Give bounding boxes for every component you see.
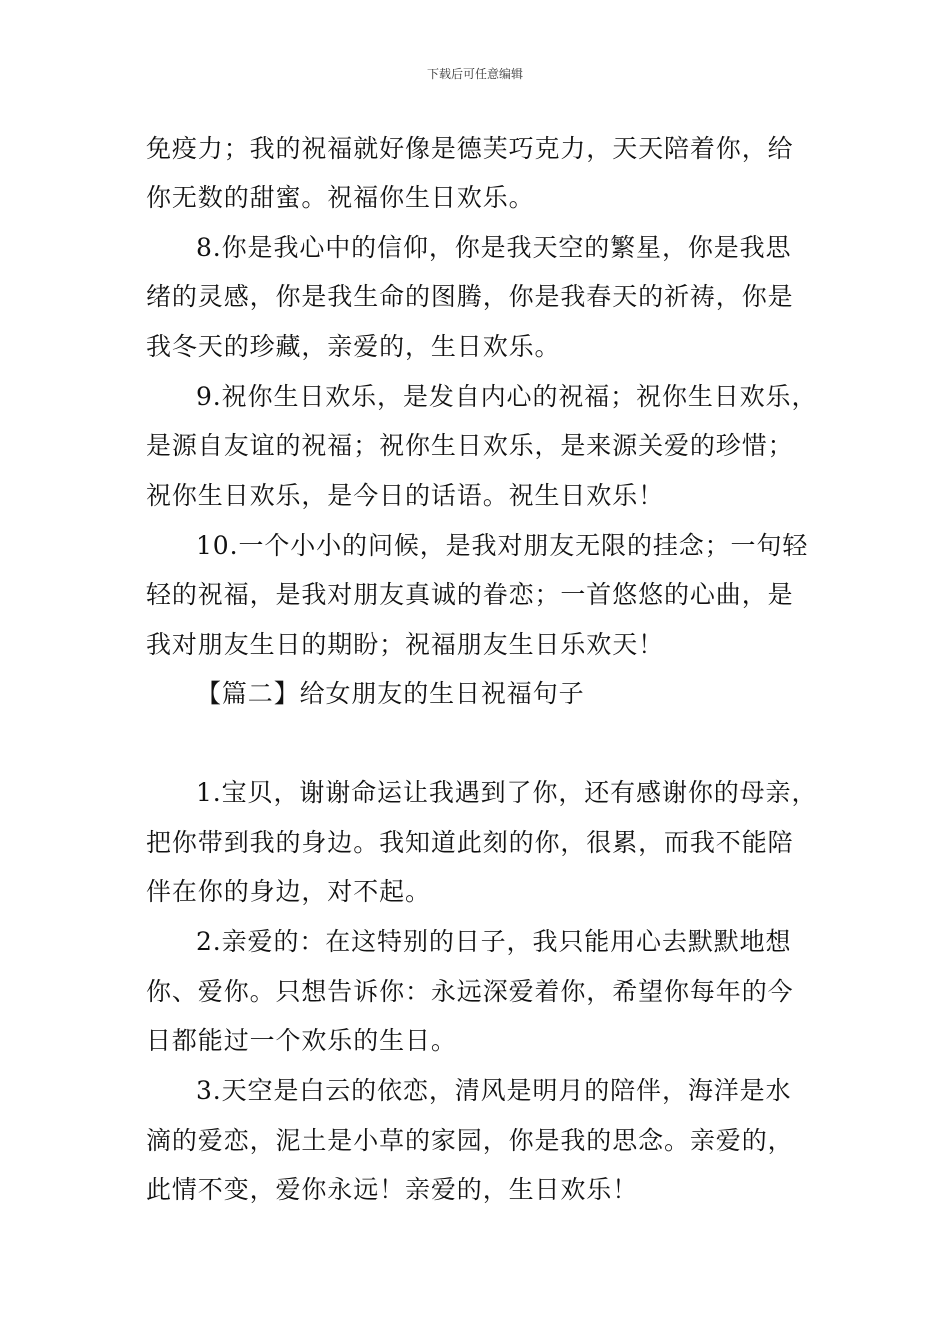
text-line: 2.亲爱的：在这特别的日子，我只能用心去默默地想 [196,927,792,956]
text-line: 轻的祝福，是我对朋友真诚的眷恋；一首悠悠的心曲，是 [146,580,794,609]
text-line: 9.祝你生日欢乐，是发自内心的祝福；祝你生日欢乐， [196,382,818,411]
text-line: 你无数的甜蜜。祝福你生日欢乐。 [146,183,535,212]
text-line: 10.一个小小的问候，是我对朋友无限的挂念；一句轻 [196,531,809,560]
text-line: 祝你生日欢乐，是今日的话语。祝生日欢乐！ [146,481,665,510]
text-line: 1.宝贝，谢谢命运让我遇到了你，还有感谢你的母亲， [196,778,818,807]
text-line: 绪的灵感，你是我生命的图腾，你是我春天的祈祷，你是 [146,282,794,311]
text-line: 我冬天的珍藏，亲爱的，生日欢乐。 [146,332,561,361]
section-heading: 【篇二】给女朋友的生日祝福句子 [196,679,585,708]
text-line: 8.你是我心中的信仰，你是我天空的繁星，你是我思 [196,233,792,262]
text-line: 免疫力；我的祝福就好像是德芙巧克力，天天陪着你，给 [146,134,794,163]
text-line: 伴在你的身边，对不起。 [146,877,431,906]
text-line: 此情不变，爱你永远！亲爱的，生日欢乐！ [146,1175,639,1204]
text-line: 日都能过一个欢乐的生日。 [146,1026,457,1055]
text-line: 把你带到我的身边。我知道此刻的你，很累，而我不能陪 [146,828,794,857]
text-line: 滴的爱恋，泥土是小草的家园，你是我的思念。亲爱的， [146,1126,794,1155]
text-line: 是源自友谊的祝福；祝你生日欢乐，是来源关爱的珍惜； [146,431,794,460]
page-header: 下载后可任意编辑 [426,67,523,81]
text-line: 3.天空是白云的依恋，清风是明月的陪伴，海洋是水 [196,1076,792,1105]
text-line: 我对朋友生日的期盼；祝福朋友生日乐欢天！ [146,630,665,659]
text-line: 你、爱你。只想告诉你：永远深爱着你，希望你每年的今 [146,977,794,1006]
